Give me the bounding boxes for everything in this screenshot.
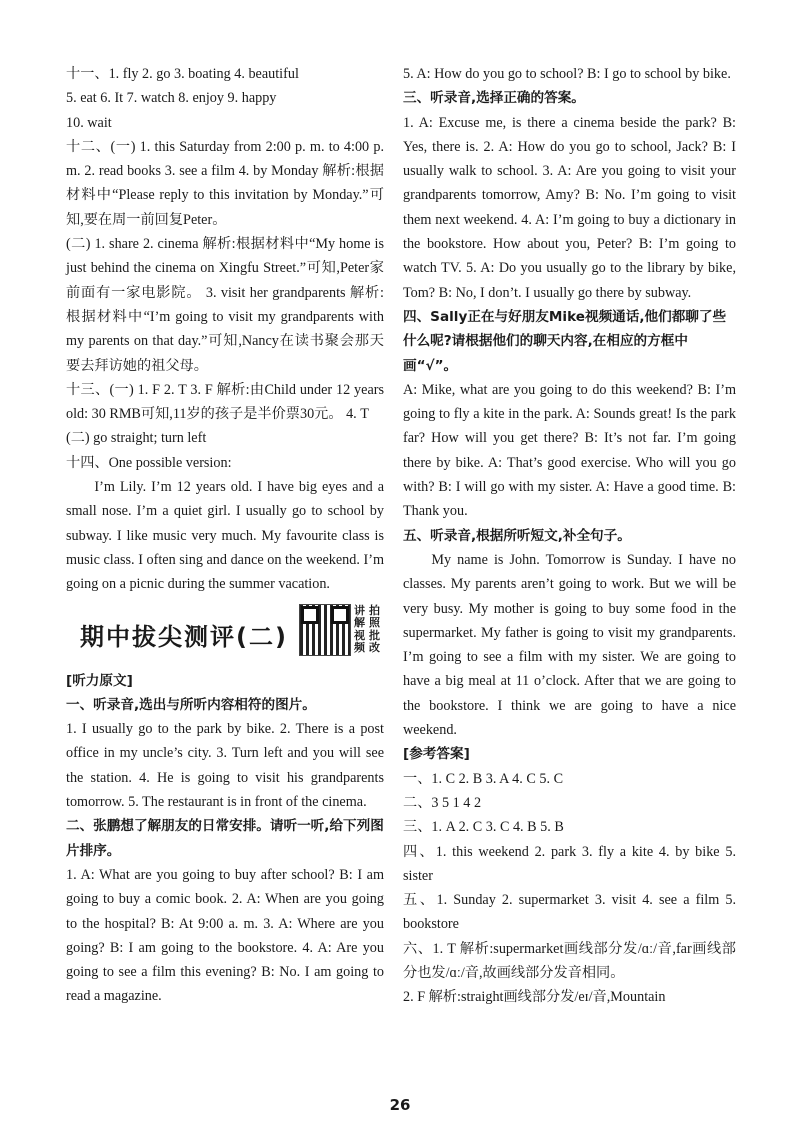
question-heading: 三、听录音,选择正确的答案。 — [403, 90, 585, 107]
section-title-block — [66, 603, 384, 665]
answer-line: 五、1. Sunday 2. supermarket 3. visit 4. see a film 5. bookstore — [403, 892, 736, 933]
answer-paragraph: 2. F 解析:straight画线部分发/eɪ/音,Mountain — [403, 989, 666, 1006]
answer-line: 十四、One possible version: — [66, 454, 232, 471]
answer-key-heading: [参考答案] — [403, 746, 470, 763]
answer-line: 10. wait — [66, 114, 112, 131]
answer-paragraph: (二) 1. share 2. cinema 解析:根据材料中“My home is just behind the cinema on Xingfu Street.”可知,Peter家前面有一家电影院。 3. visit her grandparents 解析:根据材料中“I’m going to visit my grandparents with my parents on that day.”可知,Nancy在读书聚会那天要去拜访她的祖父母。 — [66, 236, 384, 374]
qr-caption-char: 解 — [354, 616, 365, 630]
script-paragraph: A: Mike, what are you going to do this weekend? B: I’m going to fly a kite in the park. A: Sounds great! Is the park far? How will you get there? B: It’s not far. I’m going there by bike. A: That’s good exercise. Who will you go with? B: I will go with my sister. A: Have a good time. B: Thank you. — [403, 381, 736, 520]
sample-essay: I’m Lily. I’m 12 years old. I have big eyes and a small nose. I’m a quiet girl. I usually go to school by subway. I like music very much. My favourite class is music class. I often sing and dance on the weekend. I’m going on a picnic during the summer vacation. — [66, 479, 384, 593]
qr-caption-char: 改 — [369, 641, 380, 655]
question-heading: 一、听录音,选出与所听内容相符的图片。 — [66, 696, 316, 713]
qr-caption-char: 批 — [369, 628, 380, 642]
listening-script-heading: [听力原文] — [66, 672, 133, 689]
script-paragraph: 1. A: What are you going to buy after school? B: I am going to buy a comic book. 2. A: When are you going to the hospital? B: At 9:00 a. m. 3. A: Where are you going? B: I am going to the bookstore. 4. A: Are you going to see a film this evening? B: No. I am going to read a magazine. — [66, 866, 384, 1005]
question-heading: 五、听录音,根据所听短文,补全句子。 — [403, 527, 631, 544]
answer-line: 5. eat 6. It 7. watch 8. enjoy 9. happy — [66, 90, 277, 107]
question-heading: 四、Sally正在与好朋友Mike视频通话,他们都聊了些什么呢?请根据他们的聊天内容,在相应的方框中画“√”。 — [403, 308, 727, 374]
qr-code-icon — [300, 605, 350, 655]
qr-caption-char: 照 — [369, 616, 380, 630]
left-column — [66, 62, 384, 1009]
qr-caption-char: 拍 — [369, 603, 380, 617]
script-paragraph: 1. I usually go to the park by bike. 2. There is a post office in my uncle’s city. 3. Turn left and you will see the station. 4. He is going to visit his grandparents tomorrow. 5. The restaurant is in front of the cinema. — [66, 721, 384, 811]
question-heading: 二、张鹏想了解朋友的日常安排。请听一听,给下列图片排序。 — [66, 818, 384, 859]
page-number: 26 — [389, 1096, 411, 1114]
right-column — [403, 62, 736, 1010]
script-paragraph: 5. A: How do you go to school? B: I go to school by bike. — [403, 66, 731, 82]
answer-line: 三、1. A 2. C 3. C 4. B 5. B — [403, 819, 564, 836]
qr-caption-char: 频 — [354, 641, 365, 655]
script-paragraph: 1. A: Excuse me, is there a cinema beside the park? B: Yes, there is. 2. A: How do you go to school, Jack? B: I usually walk to school. 3. A: Are you going to visit your grandparents tomorrow, Amy? B: No. I’m going to visit them next weekend. 4. A: I’m going to buy a dictionary in the bookstore. How about you, Peter? B: I’m going to watch TV. 5. A: Do you usually go to the library by bike, Tom? B: No, I don’t. I usually go there by subway. — [403, 114, 736, 301]
answer-paragraph: 十二、(一) 1. this Saturday from 2:00 p. m. to 4:00 p. m. 2. read books 3. see a film 4. by Monday 解析:根据材料中“Please reply to this invitation by Monday.”可知,要在周一前回复Peter。 — [66, 138, 384, 228]
answer-line: 二、3 5 1 4 2 — [403, 794, 482, 811]
qr-caption-char: 讲 — [354, 603, 365, 617]
answer-paragraph: 十三、(一) 1. F 2. T 3. F 解析:由Child under 12 years old: 30 RMB可知,11岁的孩子是半价票30元。 4. T — [66, 381, 384, 423]
answer-line: 十一、1. fly 2. go 3. boating 4. beautiful — [66, 66, 299, 82]
answer-line: 四、1. this weekend 2. park 3. fly a kite 4. by bike 5. sister — [403, 843, 736, 884]
qr-caption-char: 视 — [354, 628, 365, 642]
section-title: 期中拔尖测评(二) — [80, 622, 288, 651]
answer-paragraph: 六、1. T 解析:supermarket画线部分发/ɑː/音,far画线部分也发/ɑː/音,故画线部分发音相同。 — [403, 940, 736, 981]
answer-line: 一、1. C 2. B 3. A 4. C 5. C — [403, 770, 564, 787]
answer-line: (二) go straight; turn left — [66, 430, 207, 447]
script-paragraph: My name is John. Tomorrow is Sunday. I have no classes. My parents aren’t going to work. But we will be very busy. My mother is going to buy some food in the supermarket. My father is going to visit my grandparents. I’m going to see a film with my sister. We are going to have a big meal at 11 o’clock. After that we are going to the bookstore. I think we are going to have a nice weekend. — [403, 551, 736, 739]
qr-caption — [354, 605, 384, 655]
